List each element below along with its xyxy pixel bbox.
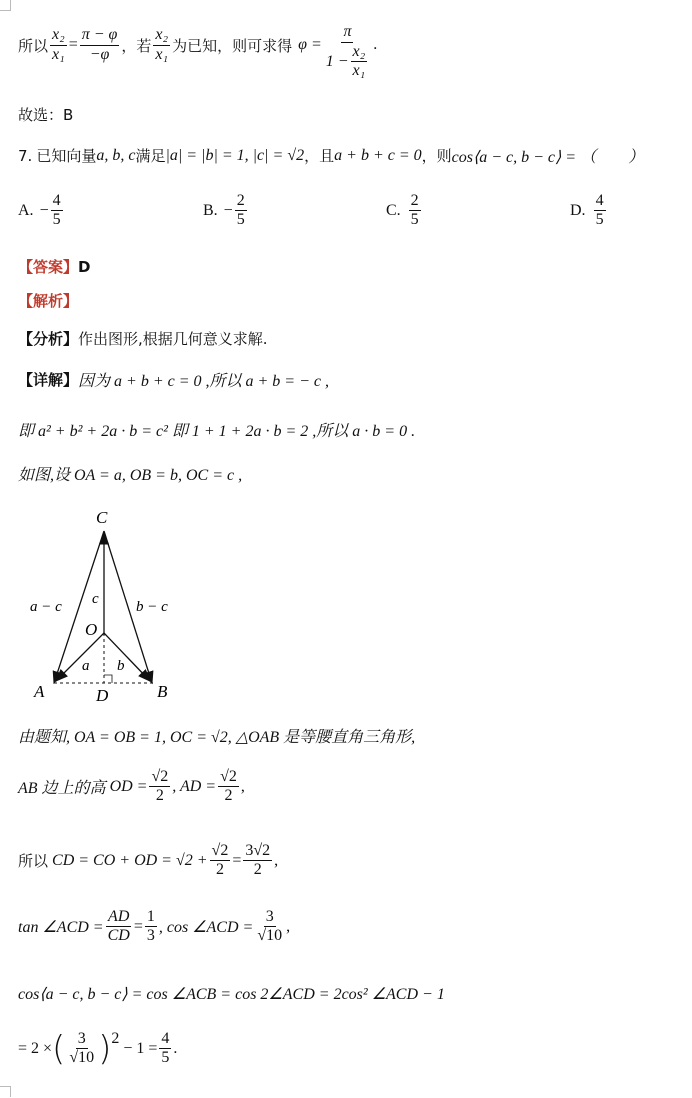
frac-x2-x1: $\frac{\text{x₂}}{\text{x₁}}$	[52, 26, 65, 63]
frac-phi-expression: π 1 − $\frac{\text{x₂}}{\text{x₁}}$	[325, 23, 366, 80]
set-vectors-line: 如图,设 OA = a, OB = b, OC = c ,	[18, 467, 243, 484]
option-a: A. − $\frac{4}{5}$	[18, 192, 61, 229]
detail-line: 【详解】 因为 a + b + c = 0 ,所以 a + b = − c ,	[18, 371, 330, 390]
question-7: 7. 已知向量 a, b, c 满足 |a| = |b| = 1, |c| = √2 ，且 a + b + c = 0 ，则 cos⟨a − c, b − c⟩ = （ ）	[18, 146, 645, 166]
label-a: A	[34, 682, 45, 701]
frac-pi-phi: $\frac{\pi - \varphi}{-\varphi}$	[81, 26, 118, 63]
analysis-tag: 【解析】	[18, 292, 79, 310]
corner-mark-bottom-left	[0, 1086, 11, 1097]
final-line: = 2 × ( $\frac{3}{√10}$ ) 2 − 1 = $\frac{4}{5}$ .	[18, 1028, 178, 1069]
square-line: 即 a² + b² + 2a · b = c² 即 1 + 1 + 2a · b = 2 ,所以 a · b = 0 .	[18, 423, 416, 440]
corner-mark-top-left	[0, 0, 11, 11]
label-vec-a: a	[82, 658, 90, 674]
cd-line: 所以 CD = CO + OD = √2 + $\frac{√2}{2}$ = $\frac{3√2}{2}$ ,	[18, 842, 279, 879]
label-vec-b: b	[117, 658, 125, 674]
answer-line: 【答案】 D	[18, 257, 91, 276]
height-line: AB 边上的高 OD = $\frac{√2}{2}$ , AD = $\frac{√2}{2}$ ,	[18, 768, 245, 805]
label-a-minus-c: a − c	[30, 599, 62, 615]
triangle-diagram	[24, 505, 204, 705]
option-b: B. − $\frac{2}{5}$	[203, 192, 245, 229]
known-line: 由题知, OA = OB = 1, OC = √2, △OAB 是等腰直角三角形,	[18, 729, 416, 746]
label-vec-c: c	[92, 591, 99, 607]
right-angle-mark	[104, 675, 112, 683]
vector-ob	[104, 633, 150, 681]
label-d: D	[96, 686, 109, 705]
cos-line: cos⟨a − c, b − c⟩ = cos ∠ACB = cos 2∠ACD = 2cos² ∠ACD − 1	[18, 986, 445, 1003]
label-c: C	[96, 508, 108, 527]
label-b: B	[157, 682, 168, 701]
choose-line: 故选：B	[18, 106, 74, 124]
tan-line: tan ∠ACD = $\frac{AD}{CD}$ = $\frac{1}{3}$ , cos ∠ACD = $\frac{3}{√10}$ ,	[18, 908, 291, 945]
label-b-minus-c: b − c	[136, 599, 168, 615]
option-d: D. $\frac{4}{5}$	[570, 192, 604, 229]
top-line: 所以 $\frac{\text{x₂}}{\text{x₁}}$ = $\frac{\pi - \varphi}{-\varphi}$ ，若 $\frac{\text{x₂}}{\text{x₁}}$ 为已知，则可求得 φ = π 1 − $\frac{\text{x₂}}{\text{x₁}}$ .	[18, 23, 378, 80]
top-prefix: 所以	[18, 36, 49, 55]
option-c: C. $\frac{2}{5}$	[386, 192, 419, 229]
fenxi-line: 【分析】 作出图形,根据几何意义求解.	[18, 330, 268, 348]
label-o: O	[85, 620, 98, 639]
frac-x2-x1-b: $\frac{\text{x₂}}{\text{x₁}}$	[155, 26, 169, 63]
